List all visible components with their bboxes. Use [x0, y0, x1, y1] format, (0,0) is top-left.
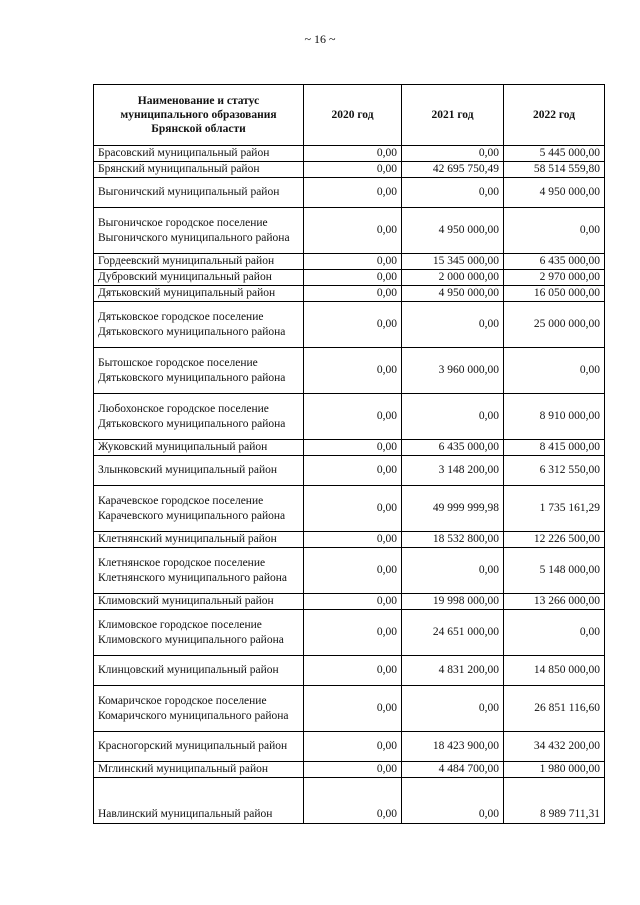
value-2021-cell: 0,00	[402, 548, 504, 594]
value-2021-cell: 6 435 000,00	[402, 440, 504, 456]
value-2022-cell: 14 850 000,00	[504, 656, 605, 686]
value-2022-cell: 0,00	[504, 208, 605, 254]
value-2022-cell: 16 050 000,00	[504, 286, 605, 302]
value-2021-cell: 15 345 000,00	[402, 254, 504, 270]
page-number: ~ 16 ~	[304, 32, 336, 46]
header-2021: 2021 год	[402, 85, 504, 146]
value-2020-cell: 0,00	[304, 208, 402, 254]
value-2020-cell: 0,00	[304, 532, 402, 548]
row-name-cell: Брянский муниципальный район	[94, 162, 304, 178]
value-2021-cell: 24 651 000,00	[402, 610, 504, 656]
row-name-cell: Гордеевский муниципальный район	[94, 254, 304, 270]
value-2020-cell: 0,00	[304, 594, 402, 610]
table-header-row	[94, 85, 605, 146]
value-2022-cell: 6 312 550,00	[504, 456, 605, 486]
value-2020-cell: 0,00	[304, 548, 402, 594]
value-2020-cell: 0,00	[304, 656, 402, 686]
value-2020-cell: 0,00	[304, 610, 402, 656]
value-2022-cell: 5 445 000,00	[504, 146, 605, 162]
row-name-cell: Жуковский муниципальный район	[94, 440, 304, 456]
row-name-cell: Красногорский муниципальный район	[94, 732, 304, 762]
row-name-cell: Дубровский муниципальный район	[94, 270, 304, 286]
value-2022-cell: 13 266 000,00	[504, 594, 605, 610]
value-2021-cell: 18 532 800,00	[402, 532, 504, 548]
value-2022-cell: 12 226 500,00	[504, 532, 605, 548]
value-2020-cell: 0,00	[304, 456, 402, 486]
table-row	[94, 486, 605, 532]
value-2021-cell: 4 484 700,00	[402, 762, 504, 778]
value-2022-cell: 8 910 000,00	[504, 394, 605, 440]
table-row	[94, 146, 605, 162]
row-name-cell: Дятьковский муниципальный район	[94, 286, 304, 302]
value-2022-cell: 0,00	[504, 610, 605, 656]
table-row	[94, 594, 605, 610]
value-2022-cell: 8 989 711,31	[504, 778, 605, 824]
value-2021-cell: 49 999 999,98	[402, 486, 504, 532]
value-2022-cell: 26 851 116,60	[504, 686, 605, 732]
table-row	[94, 254, 605, 270]
table-row	[94, 778, 605, 824]
value-2020-cell: 0,00	[304, 440, 402, 456]
value-2021-cell: 0,00	[402, 686, 504, 732]
table-row	[94, 178, 605, 208]
value-2022-cell: 2 970 000,00	[504, 270, 605, 286]
table-body	[94, 146, 605, 824]
table-row	[94, 548, 605, 594]
value-2022-cell: 0,00	[504, 348, 605, 394]
value-2022-cell: 1 735 161,29	[504, 486, 605, 532]
value-2020-cell: 0,00	[304, 162, 402, 178]
value-2021-cell: 3 960 000,00	[402, 348, 504, 394]
row-name-cell: Климовское городское поселение Климовского муниципального района	[94, 610, 304, 656]
value-2020-cell: 0,00	[304, 254, 402, 270]
value-2020-cell: 0,00	[304, 348, 402, 394]
header-name: Наименование и статус муниципального образования Брянской области	[94, 85, 304, 146]
value-2021-cell: 19 998 000,00	[402, 594, 504, 610]
header-2020: 2020 год	[304, 85, 402, 146]
row-name-cell: Бытошское городское поселение Дятьковского муниципального района	[94, 348, 304, 394]
table-row	[94, 162, 605, 178]
subsidy-table	[93, 84, 605, 824]
row-name-cell: Дятьковское городское поселение Дятьковского муниципального района	[94, 302, 304, 348]
value-2021-cell: 4 831 200,00	[402, 656, 504, 686]
row-name-cell: Любохонское городское поселение Дятьковского муниципального района	[94, 394, 304, 440]
row-name-cell: Клинцовский муниципальный район	[94, 656, 304, 686]
table-row	[94, 656, 605, 686]
row-name-cell: Навлинский муниципальный район	[94, 778, 304, 824]
table-row	[94, 270, 605, 286]
value-2022-cell: 5 148 000,00	[504, 548, 605, 594]
value-2022-cell: 58 514 559,80	[504, 162, 605, 178]
row-name-cell: Клетнянское городское поселение Клетнянского муниципального района	[94, 548, 304, 594]
table-row	[94, 394, 605, 440]
value-2020-cell: 0,00	[304, 394, 402, 440]
value-2021-cell: 0,00	[402, 146, 504, 162]
value-2022-cell: 6 435 000,00	[504, 254, 605, 270]
value-2020-cell: 0,00	[304, 732, 402, 762]
value-2020-cell: 0,00	[304, 286, 402, 302]
table-row	[94, 208, 605, 254]
value-2020-cell: 0,00	[304, 302, 402, 348]
value-2022-cell: 34 432 200,00	[504, 732, 605, 762]
value-2021-cell: 18 423 900,00	[402, 732, 504, 762]
table-row	[94, 302, 605, 348]
value-2021-cell: 3 148 200,00	[402, 456, 504, 486]
row-name-cell: Климовский муниципальный район	[94, 594, 304, 610]
value-2021-cell: 42 695 750,49	[402, 162, 504, 178]
table-row	[94, 686, 605, 732]
value-2022-cell: 4 950 000,00	[504, 178, 605, 208]
value-2021-cell: 0,00	[402, 778, 504, 824]
row-name-cell: Мглинский муниципальный район	[94, 762, 304, 778]
table-row	[94, 732, 605, 762]
value-2021-cell: 4 950 000,00	[402, 286, 504, 302]
value-2020-cell: 0,00	[304, 270, 402, 286]
row-name-cell: Комаричское городское поселение Комаричского муниципального района	[94, 686, 304, 732]
value-2020-cell: 0,00	[304, 778, 402, 824]
value-2021-cell: 2 000 000,00	[402, 270, 504, 286]
header-2022: 2022 год	[504, 85, 605, 146]
row-name-cell: Карачевское городское поселение Карачевского муниципального района	[94, 486, 304, 532]
value-2022-cell: 1 980 000,00	[504, 762, 605, 778]
value-2022-cell: 25 000 000,00	[504, 302, 605, 348]
table-row	[94, 440, 605, 456]
row-name-cell: Выгоничский муниципальный район	[94, 178, 304, 208]
row-name-cell: Брасовский муниципальный район	[94, 146, 304, 162]
table-row	[94, 286, 605, 302]
value-2020-cell: 0,00	[304, 686, 402, 732]
row-name-cell: Выгоничское городское поселение Выгоничского муниципального района	[94, 208, 304, 254]
table-row	[94, 762, 605, 778]
table-row	[94, 348, 605, 394]
value-2021-cell: 0,00	[402, 178, 504, 208]
value-2020-cell: 0,00	[304, 486, 402, 532]
value-2021-cell: 0,00	[402, 394, 504, 440]
row-name-cell: Злынковский муниципальный район	[94, 456, 304, 486]
value-2020-cell: 0,00	[304, 762, 402, 778]
row-name-cell: Клетнянский муниципальный район	[94, 532, 304, 548]
value-2021-cell: 0,00	[402, 302, 504, 348]
value-2020-cell: 0,00	[304, 178, 402, 208]
value-2020-cell: 0,00	[304, 146, 402, 162]
table-row	[94, 532, 605, 548]
value-2021-cell: 4 950 000,00	[402, 208, 504, 254]
table-row	[94, 456, 605, 486]
value-2022-cell: 8 415 000,00	[504, 440, 605, 456]
table-row	[94, 610, 605, 656]
